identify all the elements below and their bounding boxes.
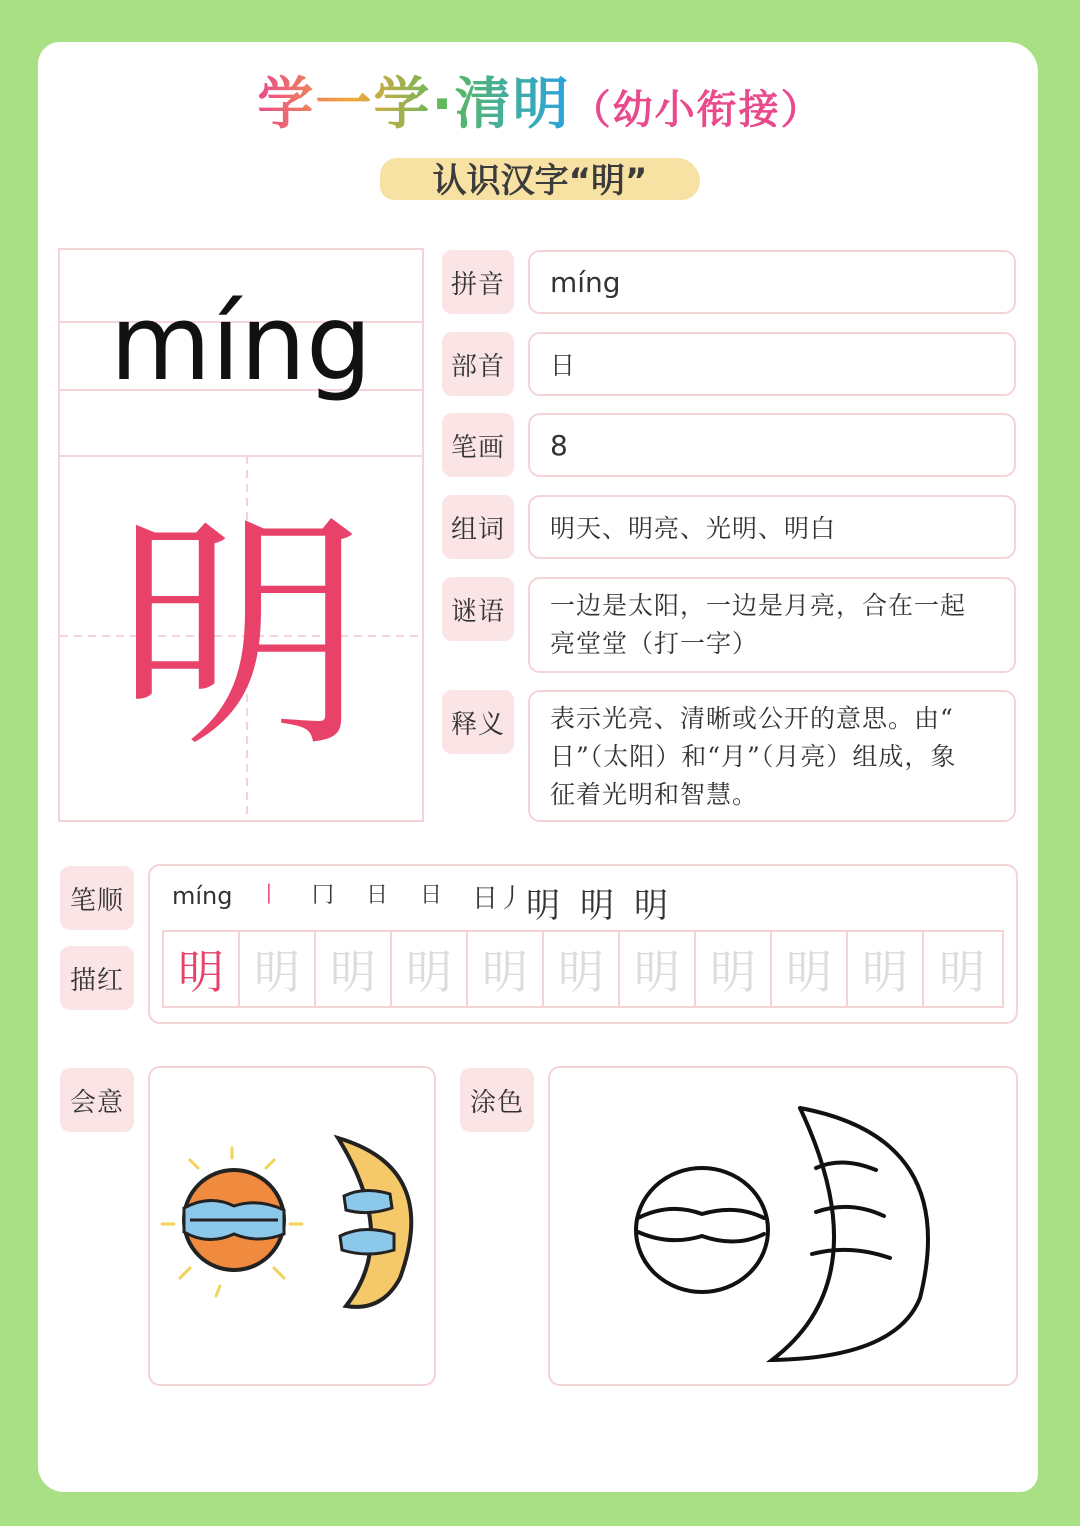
tracing-cell[interactable]: 明 bbox=[468, 932, 544, 1006]
ideogram-panel bbox=[148, 1066, 436, 1386]
tracing-cell[interactable]: 明 bbox=[772, 932, 848, 1006]
label-radical: 部首 bbox=[442, 332, 514, 396]
stroke-step: 丨 bbox=[258, 883, 281, 908]
tracing-cell[interactable]: 明 bbox=[392, 932, 468, 1006]
riddle-line-1: 一边是太阳，一边是月亮，合在一起 bbox=[550, 591, 967, 620]
tracing-cell[interactable]: 明 bbox=[620, 932, 696, 1006]
tracing-cell[interactable]: 明 bbox=[848, 932, 924, 1006]
label-pinyin: 拼音 bbox=[442, 250, 514, 314]
meaning-line-2: 日”（太阳）和“月”（月亮）组成，象 bbox=[550, 742, 957, 771]
moon-icon bbox=[338, 1138, 411, 1307]
tracing-cell[interactable]: 明 bbox=[240, 932, 316, 1006]
stroke-step: 日丿 bbox=[472, 884, 525, 914]
stroke-step: 日 bbox=[420, 883, 443, 908]
label-words: 组词 bbox=[442, 495, 514, 559]
tracing-cell-model: 明 bbox=[164, 932, 240, 1006]
words-value: 明天、明亮、光明、明白 bbox=[528, 495, 1016, 559]
riddle-line-2: 亮堂堂（打一字） bbox=[550, 629, 759, 658]
meaning-line-1: 表示光亮、清晰或公开的意思。由“ bbox=[550, 704, 954, 733]
coloring-outline bbox=[550, 1068, 1016, 1384]
coloring-panel[interactable] bbox=[548, 1066, 1018, 1386]
radical-value: 日 bbox=[528, 332, 1016, 396]
stroke-order-pinyin: míng bbox=[172, 882, 233, 910]
stroke-step: 明 bbox=[634, 886, 668, 926]
title-main: 学一学·清明 bbox=[257, 72, 571, 137]
stroke-step: 日 bbox=[366, 883, 389, 908]
label-strokes: 笔画 bbox=[442, 413, 514, 477]
sun-icon bbox=[162, 1148, 302, 1296]
sun-moon-illustration bbox=[150, 1068, 434, 1384]
page-title bbox=[0, 60, 1080, 140]
title-suffix: （幼小衔接） bbox=[570, 87, 823, 133]
stroke-step: 明 bbox=[580, 886, 614, 926]
tracing-cell[interactable]: 明 bbox=[316, 932, 392, 1006]
label-stroke-order: 笔顺 bbox=[60, 866, 134, 930]
tracing-cell[interactable]: 明 bbox=[939, 945, 985, 999]
label-coloring: 涂色 bbox=[460, 1068, 534, 1132]
meaning-line-3: 征着光明和智慧。 bbox=[550, 780, 759, 809]
moon-outline-icon bbox=[772, 1108, 928, 1360]
label-riddle: 谜语 bbox=[442, 577, 514, 641]
meaning-value bbox=[528, 690, 1016, 822]
subtitle-banner bbox=[380, 152, 700, 210]
label-meaning: 释义 bbox=[442, 690, 514, 754]
stroke-step: 冂 bbox=[312, 883, 335, 908]
stroke-step: 明 bbox=[526, 886, 560, 926]
tracing-cell[interactable]: 明 bbox=[544, 932, 620, 1006]
hanzi-large: 明 bbox=[116, 490, 366, 781]
tracing-cell[interactable]: 明 bbox=[696, 932, 772, 1006]
pinyin-value: míng bbox=[528, 250, 1016, 314]
pinyin-large: míng bbox=[109, 282, 373, 404]
sun-outline-icon bbox=[636, 1168, 768, 1292]
riddle-value bbox=[528, 577, 1016, 673]
strokes-value: 8 bbox=[528, 413, 1016, 477]
character-box bbox=[58, 248, 424, 822]
label-ideogram: 会意 bbox=[60, 1068, 134, 1132]
subtitle-text: 认识汉字“明” bbox=[432, 161, 648, 201]
label-tracing: 描红 bbox=[60, 946, 134, 1010]
